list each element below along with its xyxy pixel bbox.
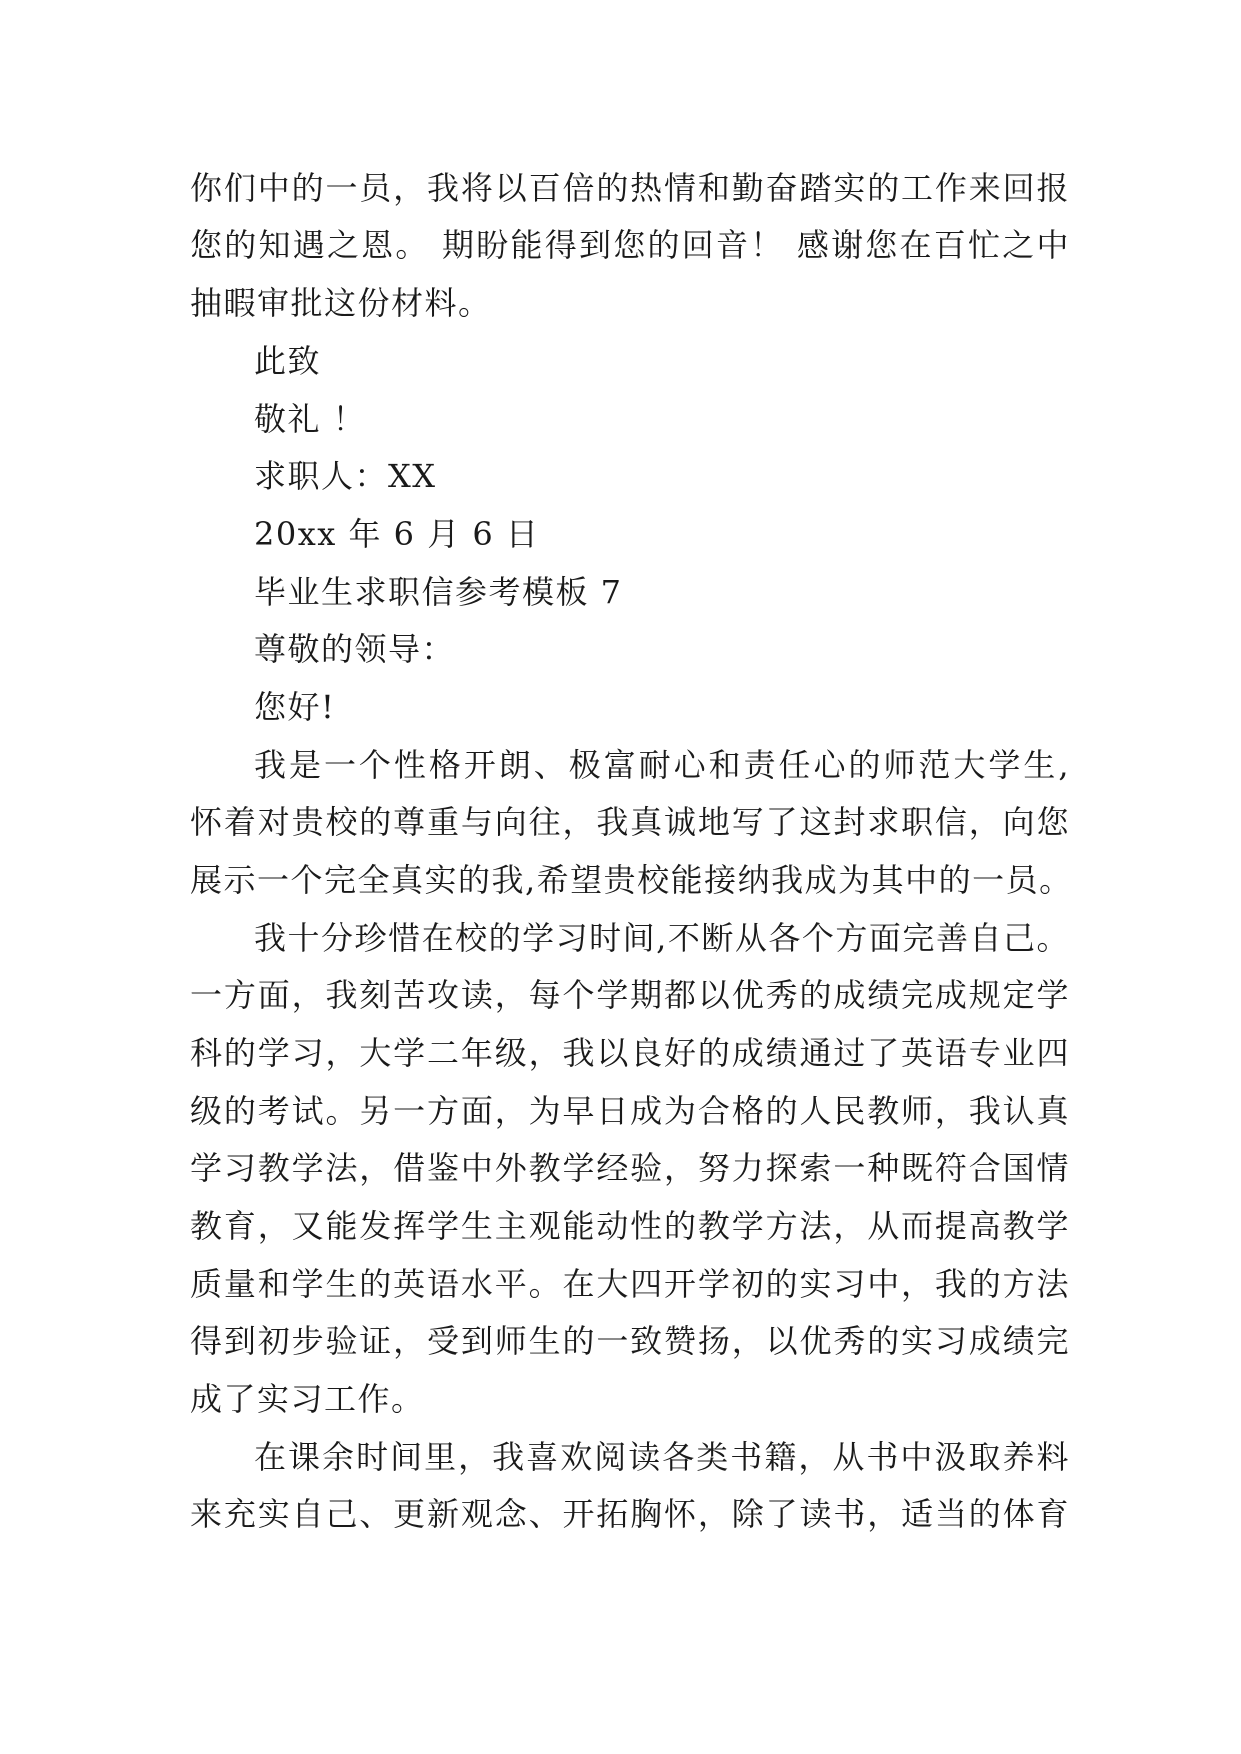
paragraph-line: 怀着对贵校的尊重与向往，我真诚地写了这封求职信，向您 <box>190 803 1070 841</box>
paragraph-line: 来充实自己、更新观念、开拓胸怀，除了读书，适当的体育 <box>190 1495 1070 1533</box>
paragraph-line: 你们中的一员，我将以百倍的热情和勤奋踏实的工作来回报 <box>190 169 1070 207</box>
date-line: 20xx 年 6 月 6 日 <box>254 515 540 553</box>
paragraph-line: 成了实习工作。 <box>190 1380 425 1418</box>
paragraph-line: 得到初步验证，受到师生的一致赞扬，以优秀的实习成绩完 <box>190 1322 1070 1360</box>
paragraph-line: 您的知遇之恩。 期盼能得到您的回音！ 感谢您在百忙之中 <box>190 226 1070 264</box>
paragraph-line: 我是一个性格开朗、极富耐心和责任心的师范大学生, <box>254 746 1070 784</box>
closing-regards: 敬礼 ！ <box>254 400 367 438</box>
paragraph-line: 在课余时间里，我喜欢阅读各类书籍，从书中汲取养料 <box>254 1438 1070 1476</box>
section-title: 毕业生求职信参考模板 7 <box>254 573 623 611</box>
greeting-line: 尊敬的领导： <box>254 630 456 668</box>
paragraph-line: 教育，又能发挥学生主观能动性的教学方法，从而提高教学 <box>190 1207 1070 1245</box>
paragraph-line: 展示一个完全真实的我,希望贵校能接纳我成为其中的一员。 <box>190 861 1073 899</box>
paragraph-line: 科的学习，大学二年级，我以良好的成绩通过了英语专业四 <box>190 1034 1070 1072</box>
paragraph-line: 一方面，我刻苦攻读，每个学期都以优秀的成绩完成规定学 <box>190 976 1070 1014</box>
paragraph-line: 质量和学生的英语水平。在大四开学初的实习中，我的方法 <box>190 1265 1070 1303</box>
paragraph-line: 抽暇审批这份材料。 <box>190 284 492 322</box>
closing-salutation: 此致 <box>254 342 322 380</box>
greeting-line: 您好! <box>254 688 336 726</box>
paragraph-line: 级的考试。另一方面，为早日成为合格的人民教师，我认真 <box>190 1092 1070 1130</box>
paragraph-line: 我十分珍惜在校的学习时间,不断从各个方面完善自己。 <box>254 919 1070 957</box>
signature-line: 求职人：XX <box>254 457 437 495</box>
paragraph-line: 学习教学法，借鉴中外教学经验，努力探索一种既符合国情 <box>190 1149 1070 1187</box>
